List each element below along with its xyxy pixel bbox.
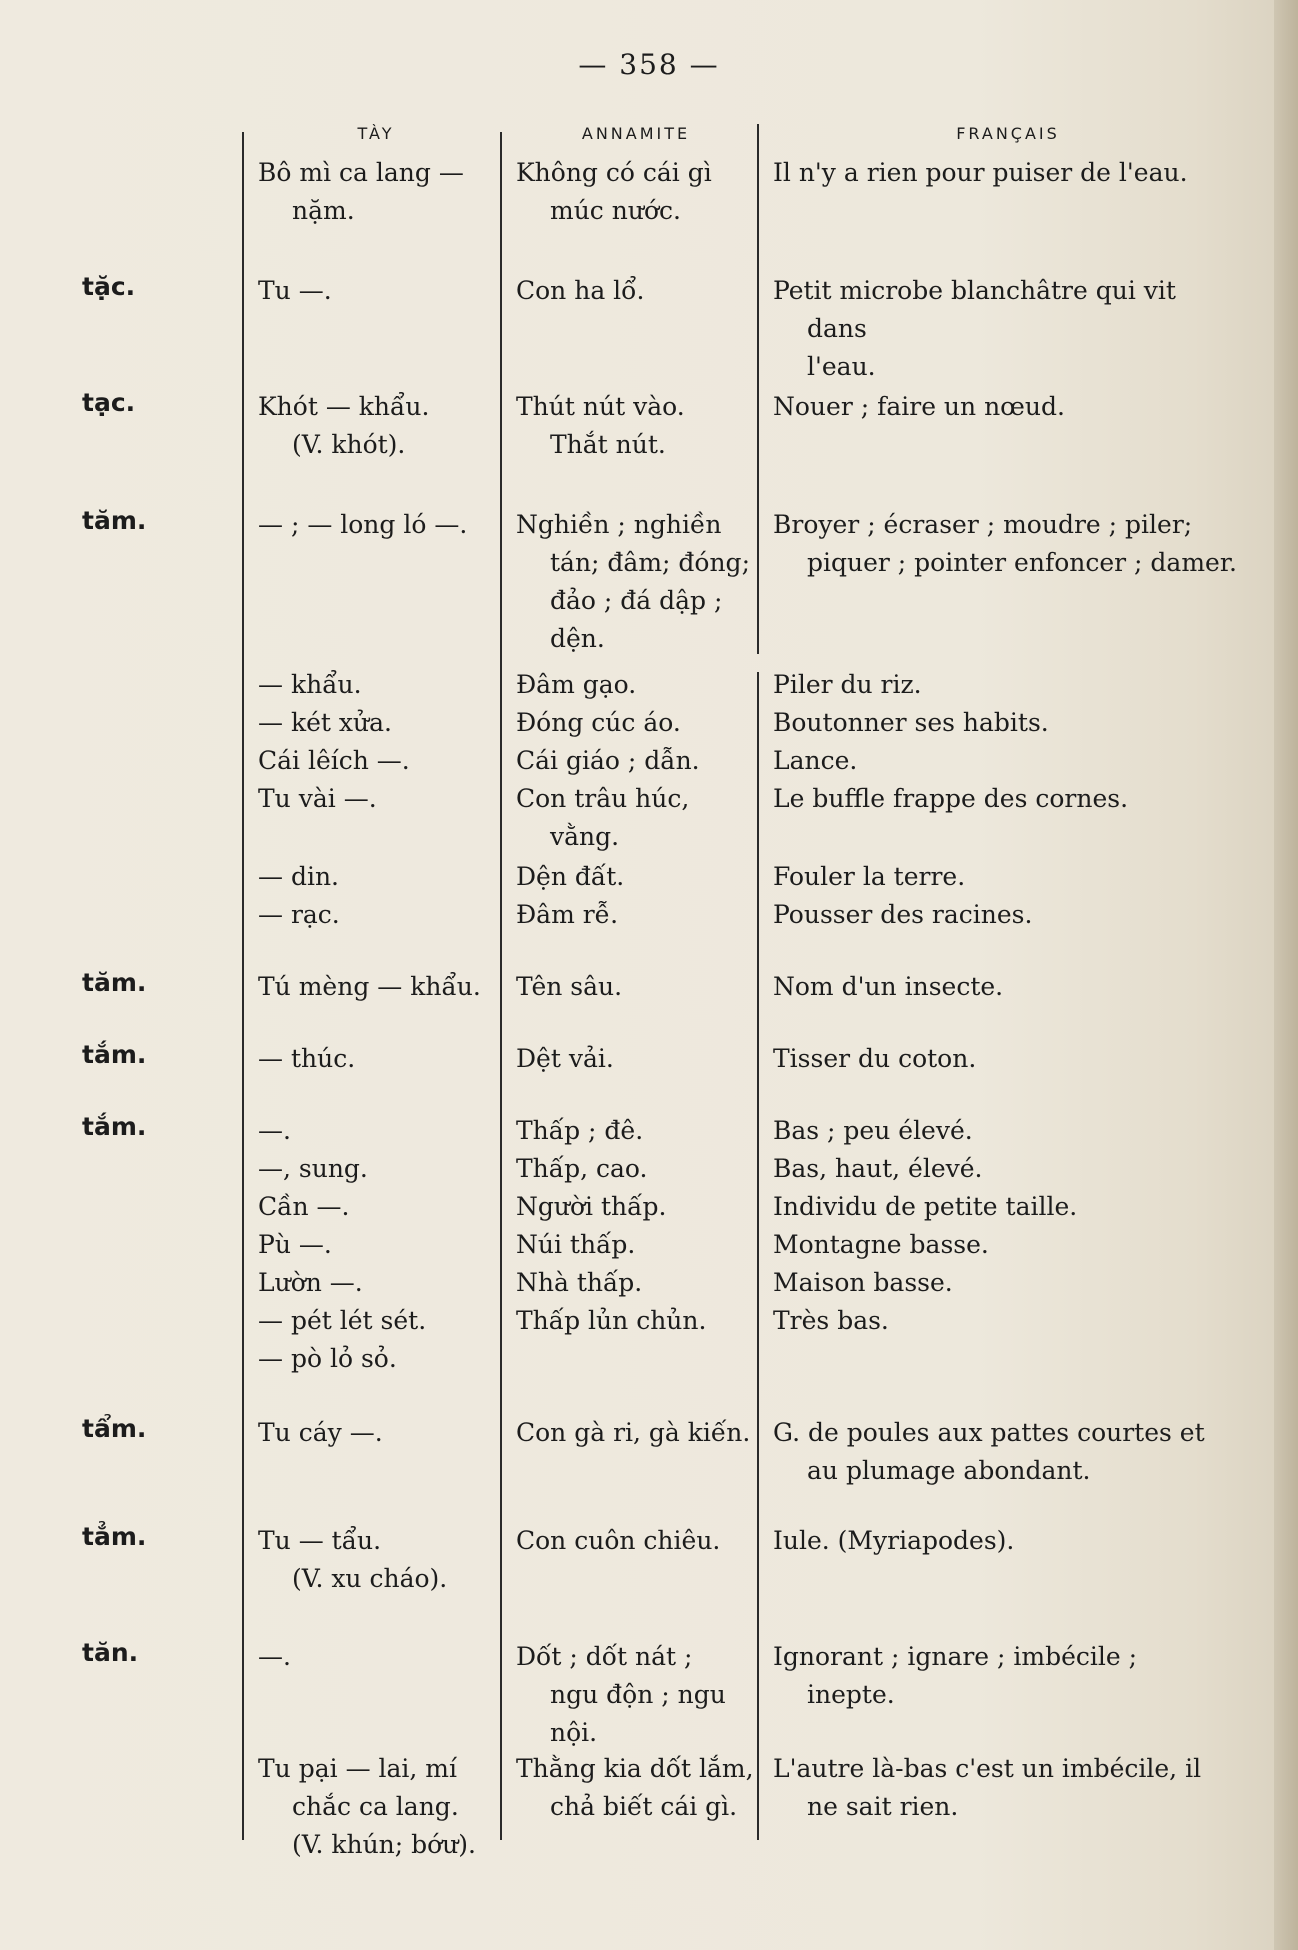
francais-text: Lance. — [773, 746, 858, 775]
francais-text: Très bas. — [773, 1306, 889, 1335]
headword: tăn. — [82, 1638, 139, 1667]
headword: tăm. — [82, 506, 147, 535]
tay-text: — khẩu. — [258, 670, 362, 699]
headword: tắm. — [82, 1040, 147, 1069]
tay-text: Cần —. — [258, 1192, 350, 1221]
tay-text: Khót — khẩu. (V. khót). — [258, 392, 430, 459]
headword: tẳm. — [82, 1522, 147, 1551]
francais-text: L'autre là-bas c'est un imbécile, il ne sait rien. — [773, 1754, 1202, 1821]
francais-text: Pousser des racines. — [773, 900, 1033, 929]
column-header-francais: FRANÇAIS — [956, 124, 1060, 143]
tay-text: — thúc. — [258, 1044, 356, 1073]
annamite-text: Đâm gạo. — [516, 670, 637, 699]
tay-text: Tu vài —. — [258, 784, 377, 813]
francais-text: Le buffle frappe des cornes. — [773, 784, 1129, 813]
column-header-tay: TÀY — [357, 124, 395, 143]
francais-text: Individu de petite taille. — [773, 1192, 1078, 1221]
francais-text: Bas ; peu élevé. — [773, 1116, 973, 1145]
annamite-text: Nhà thấp. — [516, 1268, 643, 1297]
francais-text: Tisser du coton. — [773, 1044, 977, 1073]
annamite-text: Con trâu húc, vằng. — [516, 784, 690, 851]
headword: tăm. — [82, 968, 147, 997]
tay-text: Tu pại — lai, mí chắc ca lang. (V. khún; bớư). — [258, 1754, 477, 1859]
francais-text: Ignorant ; ignare ; imbécile ; inepte. — [773, 1642, 1138, 1709]
headword: tẩm. — [82, 1414, 147, 1443]
annamite-text: Dệt vải. — [516, 1044, 614, 1073]
tay-text: Tu cáy —. — [258, 1418, 383, 1447]
tay-text: —. — [258, 1642, 291, 1671]
annamite-text: Con ha lổ. — [516, 276, 645, 305]
tay-text: Pù —. — [258, 1230, 332, 1259]
annamite-text: Tên sâu. — [516, 972, 623, 1001]
column-divider-middle — [500, 132, 502, 1840]
headword: tặc. — [82, 272, 136, 301]
annamite-text: Thấp ; đê. — [516, 1116, 644, 1145]
francais-text: Boutonner ses habits. — [773, 708, 1049, 737]
annamite-text: Thấp, cao. — [516, 1154, 648, 1183]
francais-text: G. de poules aux pattes courtes et au plumage abondant. — [773, 1418, 1205, 1485]
annamite-text: Đóng cúc áo. — [516, 708, 681, 737]
francais-text: Petit microbe blanchâtre qui vit dans l'eau. — [773, 276, 1176, 381]
francais-text: Piler du riz. — [773, 670, 922, 699]
tay-text: —. — [258, 1116, 291, 1145]
tay-text: Bô mì ca lang — nặm. — [258, 158, 464, 225]
annamite-text: Thằng kia dốt lắm, chả biết cái gì. — [516, 1754, 754, 1821]
annamite-text: Thấp lủn chủn. — [516, 1306, 707, 1335]
column-divider-left — [242, 132, 244, 1840]
tay-text: — két xửa. — [258, 708, 392, 737]
annamite-text: Nghiền ; nghiền tán; đâm; đóng; đảo ; đá dập ; dện. — [516, 510, 750, 653]
francais-text: Il n'y a rien pour puiser de l'eau. — [773, 158, 1188, 187]
francais-text: Nom d'un insecte. — [773, 972, 1004, 1001]
headword: tắm. — [82, 1112, 147, 1141]
francais-text: Nouer ; faire un nœud. — [773, 392, 1065, 421]
tay-text: Tú mèng — khẩu. — [258, 972, 481, 1001]
annamite-text: Con gà ri, gà kiến. — [516, 1418, 751, 1447]
annamite-text: Dện đất. — [516, 862, 625, 891]
annamite-text: Thút nút vào. Thắt nút. — [516, 392, 685, 459]
tay-text: Cái lêích —. — [258, 746, 410, 775]
tay-text: — rạc. — [258, 900, 340, 929]
column-divider-right — [757, 124, 759, 654]
francais-text: Broyer ; écraser ; moudre ; piler; piquer ; pointer enfoncer ; damer. — [773, 510, 1237, 577]
francais-text: Fouler la terre. — [773, 862, 966, 891]
annamite-text: Người thấp. — [516, 1192, 667, 1221]
annamite-text: Dốt ; dốt nát ; ngu độn ; ngu nội. — [516, 1642, 726, 1747]
annamite-text: Núi thấp. — [516, 1230, 636, 1259]
tay-text: — din. — [258, 862, 339, 891]
annamite-text: Không có cái gì múc nước. — [516, 158, 712, 225]
headword: tạc. — [82, 388, 136, 417]
tay-text: Lườn —. — [258, 1268, 363, 1297]
tay-text: Tu —. — [258, 276, 332, 305]
tay-text: — pò lỏ sỏ. — [258, 1344, 397, 1373]
tay-text: — pét lét sét. — [258, 1306, 427, 1335]
annamite-text: Đâm rễ. — [516, 900, 619, 929]
francais-text: Montagne basse. — [773, 1230, 989, 1259]
annamite-text: Cái giáo ; dẫn. — [516, 746, 700, 775]
tay-text: —, sung. — [258, 1154, 368, 1183]
francais-text: Bas, haut, élevé. — [773, 1154, 983, 1183]
page-number: — 358 — — [578, 48, 720, 81]
column-divider-right-lower — [757, 672, 759, 1840]
francais-text: Maison basse. — [773, 1268, 953, 1297]
page-edge-shadow — [1274, 0, 1298, 1950]
annamite-text: Con cuôn chiêu. — [516, 1526, 721, 1555]
column-header-annamite: ANNAMITE — [581, 124, 691, 143]
tay-text: Tu — tẩu. (V. xu cháo). — [258, 1526, 448, 1593]
francais-text: Iule. (Myriapodes). — [773, 1526, 1015, 1555]
tay-text: — ; — long ló —. — [258, 510, 468, 539]
